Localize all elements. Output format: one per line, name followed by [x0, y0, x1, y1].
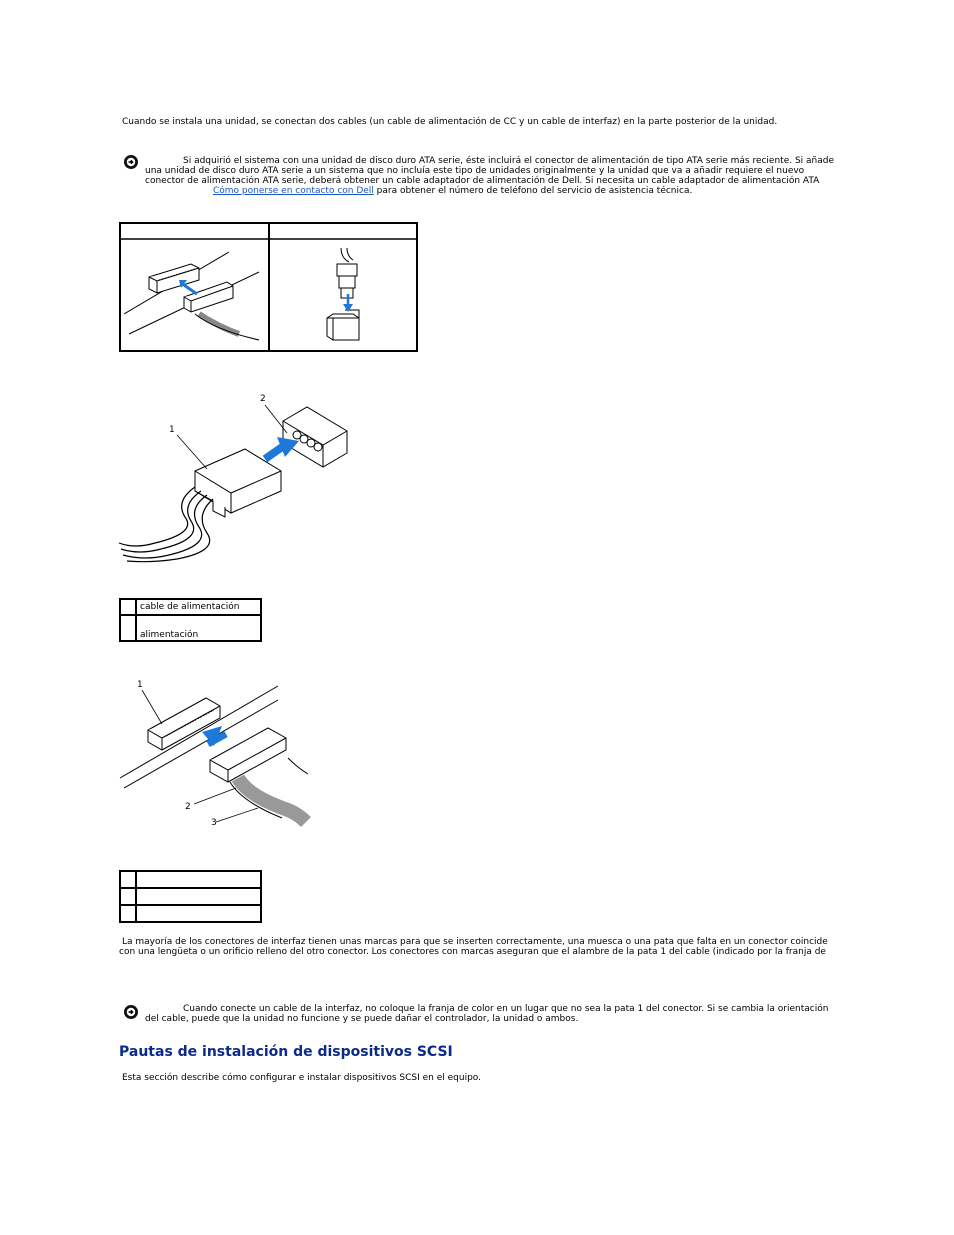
interface-callout-2: 2: [185, 802, 191, 812]
notice1-line4-rest: para obtener el número de teléfono del servicio de asistencia técnica.: [373, 186, 693, 196]
notice1-line4: [213, 186, 692, 197]
legend-label: [136, 905, 261, 922]
notice-icon: [124, 155, 138, 169]
notice1-line1: Si adquirió el sistema con una unidad de disco duro ATA serie, éste incluirá el conector de alimentación de tipo ATA serie más reciente. Si añade: [183, 156, 835, 166]
interface-callout-1: 1: [137, 680, 143, 690]
power-legend-table: [119, 598, 262, 642]
legend-label: cable de alimentación: [136, 599, 261, 615]
legend-label: alimentación: [136, 615, 261, 641]
legend-num: [120, 871, 136, 888]
legend-label: [136, 888, 261, 905]
legend-row: [120, 871, 261, 888]
scsi-heading: Pautas de instalación de dispositivos SCSI: [119, 1044, 453, 1060]
legend-num: [120, 905, 136, 922]
interface-connector-figure: [118, 678, 313, 828]
contact-dell-link[interactable]: Cómo ponerse en contacto con Dell: [213, 186, 374, 196]
notice1-line2: una unidad de disco duro ATA serie a un sistema que no incluía este tipo de unidades originalmente y la unidad que va a añadir requiere el nuevo: [145, 166, 805, 176]
interface-callout-3: 3: [211, 818, 217, 828]
legend-num: [120, 615, 136, 641]
interface-legend-table: [119, 870, 262, 923]
legend-num: [120, 888, 136, 905]
legend-label: [136, 871, 261, 888]
scsi-paragraph: Esta sección describe cómo configurar e instalar dispositivos SCSI en el equipo.: [122, 1073, 482, 1083]
legend-row: [120, 615, 261, 641]
legend-row: [120, 599, 261, 615]
keying-line2: con una lengüeta o un orificio relleno del otro conector. Los conectores con marcas aseguran que el alambre de la pata 1 del cable (indicado por la franja de: [119, 947, 826, 957]
intro-paragraph: Cuando se instala una unidad, se conectan dos cables (un cable de alimentación de CC y un cable de interfaz) en la parte posterior de la unidad.: [122, 117, 778, 127]
power-callout-2: 2: [260, 394, 266, 404]
connector-comparison-table: [119, 222, 418, 352]
notice1-line3: conector de alimentación ATA serie, deberá obtener un cable adaptador de alimentación de Dell. Si necesita un cable adaptador de alimentación ATA: [145, 176, 820, 186]
power-callout-1: 1: [169, 425, 175, 435]
legend-num: [120, 599, 136, 615]
legend-row: [120, 888, 261, 905]
legend-row: [120, 905, 261, 922]
keying-line1: La mayoría de los conectores de interfaz tienen unas marcas para que se inserten correctamente, una muesca o una pata que falta en un conector coincide: [122, 937, 828, 947]
notice2-line2: del cable, puede que la unidad no funcione y se puede dañar el controlador, la unidad o ambos.: [145, 1014, 579, 1024]
notice2-line1: Cuando conecte un cable de la interfaz, no coloque la franja de color en un lugar que no sea la pata 1 del conector. Si se cambia la orientación: [183, 1004, 829, 1014]
power-connector-figure: [115, 393, 355, 563]
notice-icon: [124, 1005, 138, 1019]
